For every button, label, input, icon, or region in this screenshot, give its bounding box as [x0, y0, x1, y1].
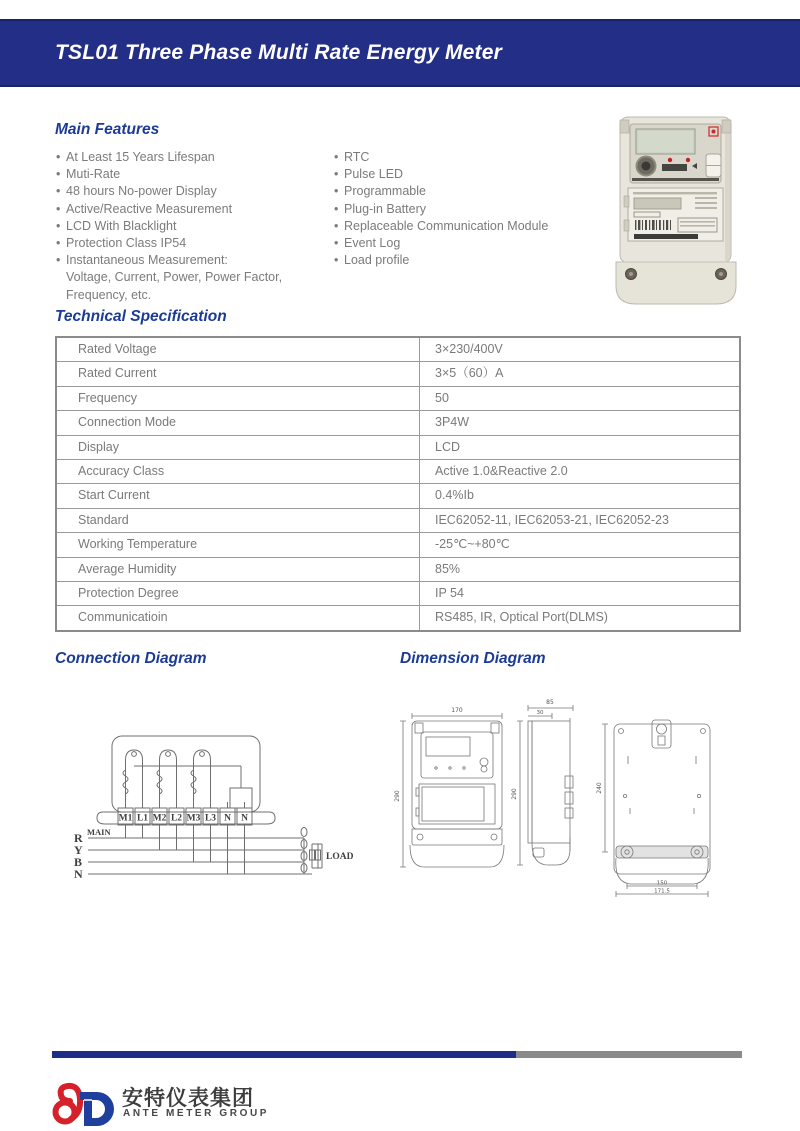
svg-text:M3: M3: [186, 813, 201, 824]
alarm-led: [686, 158, 690, 162]
footer-bar-blue-segment: [52, 1051, 516, 1058]
svg-text:240: 240: [596, 782, 603, 794]
connection-diagram: [60, 698, 360, 903]
logo-red-swirl: [56, 1086, 81, 1122]
footer-bar-gray-segment: [516, 1051, 742, 1058]
footer-divider-bar: [52, 1051, 742, 1058]
spec-label: Start Current: [57, 484, 420, 507]
feature-item: [334, 235, 548, 252]
bullet-icon: •: [56, 150, 61, 164]
features-left-column: [56, 149, 282, 304]
ante-logo: [50, 1078, 118, 1130]
feature-text: Pulse LED: [344, 167, 404, 182]
feature-text: RTC: [344, 150, 370, 164]
spec-row: [57, 411, 739, 435]
brand-name-chinese: 安特仪表集团: [122, 1087, 254, 1110]
svg-text:L2: L2: [170, 813, 183, 824]
bullet-icon: •: [56, 201, 61, 216]
pulse-led: [668, 158, 672, 162]
title-band: [0, 19, 800, 87]
bullet-icon: •: [334, 150, 339, 164]
meter-terminal-cover: [616, 262, 736, 304]
spec-row: [57, 387, 739, 411]
bullet-icon: •: [334, 167, 339, 182]
feature-item: [56, 201, 282, 218]
spec-row: [57, 533, 739, 557]
dimension-diagram: [392, 696, 724, 908]
meter-photo: [600, 112, 752, 308]
spec-value: -25℃~+80℃: [435, 537, 510, 552]
spec-value: 3P4W: [435, 415, 470, 430]
bullet-icon: •: [56, 235, 61, 250]
feature-text: Load profile: [344, 253, 410, 268]
side-view: [511, 699, 573, 865]
rear-view: [596, 720, 710, 897]
spec-label: Frequency: [57, 387, 420, 410]
svg-text:170: 170: [451, 707, 463, 714]
svg-text:N: N: [241, 813, 248, 824]
feature-text: Protection Class IP54: [66, 235, 187, 250]
bullet-icon: •: [56, 253, 61, 268]
spec-row: [57, 606, 739, 629]
spec-label: Protection Degree: [57, 582, 420, 605]
bullet-icon: •: [56, 218, 61, 233]
spec-value: 50: [435, 390, 449, 405]
svg-text:30: 30: [536, 710, 544, 716]
svg-text:B: B: [74, 855, 83, 869]
spec-label: Rated Voltage: [57, 338, 420, 361]
feature-item: [56, 252, 282, 269]
feature-text: Programmable: [344, 184, 426, 199]
spec-value: 85%: [435, 561, 461, 576]
spec-row: [57, 436, 739, 460]
spec-row: [57, 509, 739, 533]
brand-name-english: ANTE METER GROUP: [123, 1108, 270, 1119]
spec-value: 0.4%Ib: [435, 488, 474, 503]
spec-row: [57, 460, 739, 484]
spec-value: 3×230/400V: [435, 342, 503, 356]
feature-text: Voltage, Current, Power, Power Factor,: [66, 270, 283, 285]
spec-row: [57, 582, 739, 606]
spec-label: Standard: [57, 509, 420, 532]
technical-specification-heading: Technical Specification: [55, 308, 227, 325]
feature-text: Muti-Rate: [66, 167, 121, 182]
feature-text: Replaceable Communication Module: [344, 218, 549, 233]
feature-item: [56, 166, 282, 183]
svg-text:290: 290: [511, 788, 518, 800]
logo-blue-d: [80, 1092, 114, 1126]
feature-item: [56, 269, 282, 286]
bullet-icon: •: [334, 201, 339, 216]
front-view: [394, 707, 504, 867]
bullet-icon: •: [334, 253, 339, 268]
svg-text:L1: L1: [136, 813, 149, 824]
spec-table: [55, 336, 741, 632]
svg-text:MAIN: MAIN: [87, 827, 111, 837]
svg-text:R: R: [74, 831, 83, 845]
feature-text: Frequency, etc.: [66, 287, 152, 302]
features-right-column: [334, 149, 548, 269]
svg-text:150: 150: [656, 880, 668, 887]
spec-label: Average Humidity: [57, 558, 420, 581]
feature-text: Active/Reactive Measurement: [66, 201, 233, 216]
bullet-icon: •: [56, 184, 61, 199]
spec-label: Rated Current: [57, 362, 420, 385]
svg-text:85: 85: [546, 699, 554, 706]
bullet-icon: •: [334, 218, 339, 233]
spec-value: IP 54: [435, 585, 464, 600]
svg-text:N: N: [224, 813, 231, 824]
wiring: [88, 825, 322, 874]
svg-text:171.5: 171.5: [654, 888, 670, 895]
feature-item: [56, 235, 282, 252]
spec-value: RS485, IR, Optical Port(DLMS): [435, 610, 608, 625]
feature-item: [56, 218, 282, 235]
svg-text:M2: M2: [152, 813, 167, 824]
meter-outline: [112, 736, 260, 812]
spec-value: LCD: [435, 439, 461, 454]
meter-nameplate: [624, 188, 723, 241]
spec-row: [57, 558, 739, 582]
spec-label: Accuracy Class: [57, 460, 420, 483]
feature-text: 48 hours No-power Display: [66, 184, 217, 199]
feature-item: [334, 149, 548, 166]
spec-row: [57, 484, 739, 508]
feature-item: [334, 218, 548, 235]
svg-text:N: N: [74, 867, 83, 881]
spec-row: [57, 362, 739, 386]
spec-label: Communicatioin: [57, 606, 420, 629]
feature-item: [334, 183, 548, 200]
svg-text:L3: L3: [204, 813, 217, 824]
spec-label: Display: [57, 436, 420, 459]
bullet-icon: •: [334, 235, 339, 250]
feature-item: [56, 287, 282, 304]
svg-text:290: 290: [394, 790, 401, 802]
spec-value: Active 1.0&Reactive 2.0: [435, 463, 568, 478]
main-features-heading: Main Features: [55, 121, 160, 138]
feature-item: [56, 183, 282, 200]
page-title: TSL01 Three Phase Multi Rate Energy Meter: [55, 41, 502, 64]
feature-text: Event Log: [344, 235, 401, 250]
feature-item: [334, 252, 548, 269]
spec-value: IEC62052-11, IEC62053-21, IEC62052-23: [435, 512, 669, 527]
feature-item: [334, 201, 548, 218]
spec-label: Connection Mode: [57, 411, 420, 434]
bullet-icon: •: [56, 167, 61, 182]
dimension-diagram-heading: Dimension Diagram: [400, 650, 546, 667]
bullet-icon: •: [334, 184, 339, 199]
feature-text: At Least 15 Years Lifespan: [66, 150, 215, 164]
svg-text:Y: Y: [74, 843, 83, 857]
connection-diagram-heading: Connection Diagram: [55, 650, 207, 667]
svg-text:LOAD: LOAD: [326, 852, 354, 862]
feature-text: Plug-in Battery: [344, 201, 426, 216]
feature-text: LCD With Blacklight: [66, 218, 177, 233]
phase-coils: [123, 750, 211, 808]
feature-text: Instantaneous Measurement:: [66, 253, 228, 268]
terminal-blocks: [118, 808, 252, 825]
spec-label: Working Temperature: [57, 533, 420, 556]
spec-row: [57, 338, 739, 362]
svg-text:M1: M1: [118, 813, 133, 824]
meter-face-panel: [630, 124, 721, 183]
spec-value: 3×5（60）A: [435, 366, 504, 381]
feature-item: [334, 166, 548, 183]
feature-item: [56, 149, 282, 166]
